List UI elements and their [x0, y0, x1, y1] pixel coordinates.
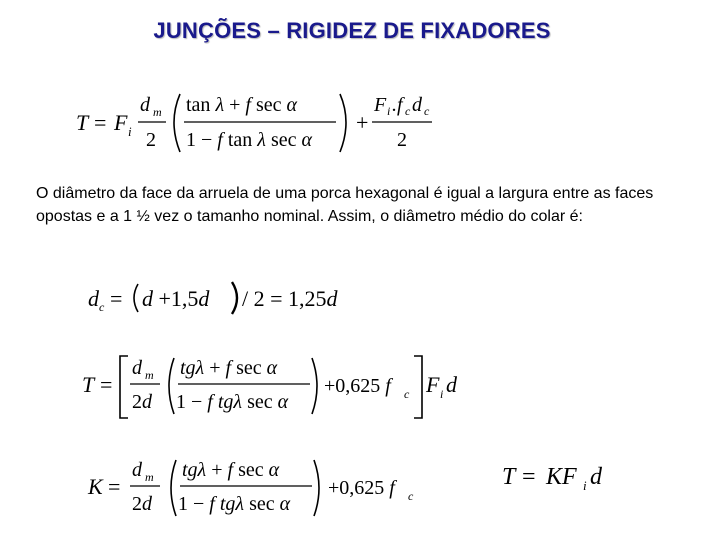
svg-text:m: m — [153, 105, 162, 119]
page-title: JUNÇÕES – RIGIDEZ DE FIXADORES — [153, 18, 551, 43]
svg-text:i: i — [440, 387, 444, 401]
svg-text:c: c — [404, 387, 410, 401]
svg-text:d: d — [446, 372, 457, 397]
svg-text:c: c — [405, 104, 411, 118]
svg-text:1 − f tgλ sec α: 1 − f tgλ sec α — [178, 493, 291, 515]
svg-text:/ 2 = 1,25d: / 2 = 1,25d — [242, 286, 338, 311]
svg-text:1 − f tgλ sec α: 1 − f tgλ sec α — [176, 391, 289, 413]
svg-text:=: = — [110, 286, 123, 311]
svg-text:d: d — [132, 357, 142, 379]
svg-text:+0,625 f: +0,625 f — [328, 477, 395, 499]
svg-text:d: d — [140, 94, 150, 116]
svg-text:=: = — [100, 372, 113, 397]
equation-torque-simplified — [500, 456, 620, 496]
svg-text:T: T — [76, 110, 89, 135]
svg-text:T: T — [82, 372, 95, 397]
svg-text:tgλ + f sec α: tgλ + f sec α — [180, 357, 278, 379]
svg-text:+: + — [356, 110, 369, 135]
svg-text:=: = — [94, 110, 107, 135]
svg-text:c: c — [99, 300, 105, 314]
svg-text:d: d — [412, 94, 422, 116]
svg-text:i: i — [128, 124, 132, 139]
svg-text:.f: .f — [392, 94, 403, 116]
svg-text:d: d — [590, 464, 602, 490]
svg-text:d: d — [88, 286, 99, 311]
svg-text:2: 2 — [397, 129, 407, 151]
equation-torque-collar — [80, 352, 470, 422]
svg-text:i: i — [387, 104, 391, 118]
svg-text:tan λ + f sec α: tan λ + f sec α — [186, 94, 297, 116]
svg-text:2d: 2d — [132, 391, 152, 413]
svg-text:1 − f tan λ sec α: 1 − f tan λ sec α — [186, 129, 312, 151]
svg-text:F: F — [374, 94, 387, 116]
svg-text:T: T — [502, 464, 516, 490]
svg-text:m: m — [145, 470, 154, 484]
equation-collar-diameter — [86, 280, 346, 316]
description-paragraph: O diâmetro da face da arruela de uma porca hexagonal é igual a largura entre as faces opostas e a 1 ½ vez o tamanho nominal. Assim, o diâmetro médio do colar é: — [36, 185, 654, 225]
svg-text:K: K — [88, 474, 103, 499]
equation-torque-general — [72, 86, 432, 160]
equation-torque-coefficient — [86, 456, 416, 526]
svg-text:=: = — [108, 474, 121, 499]
svg-text:m: m — [145, 368, 154, 382]
svg-text:tgλ + f sec α: tgλ + f sec α — [182, 459, 280, 481]
svg-text:2d: 2d — [132, 493, 152, 515]
svg-text:KF: KF — [546, 464, 577, 490]
svg-text:d +1,5d: d +1,5d — [142, 286, 210, 311]
svg-text:2: 2 — [146, 129, 156, 151]
svg-text:+0,625 f: +0,625 f — [324, 375, 391, 397]
svg-text:F: F — [426, 372, 440, 397]
svg-text:=: = — [522, 464, 536, 490]
svg-text:d: d — [132, 459, 142, 481]
svg-text:c: c — [424, 104, 430, 118]
svg-text:F: F — [114, 110, 128, 135]
svg-text:i: i — [583, 478, 587, 493]
svg-text:c: c — [408, 489, 414, 503]
